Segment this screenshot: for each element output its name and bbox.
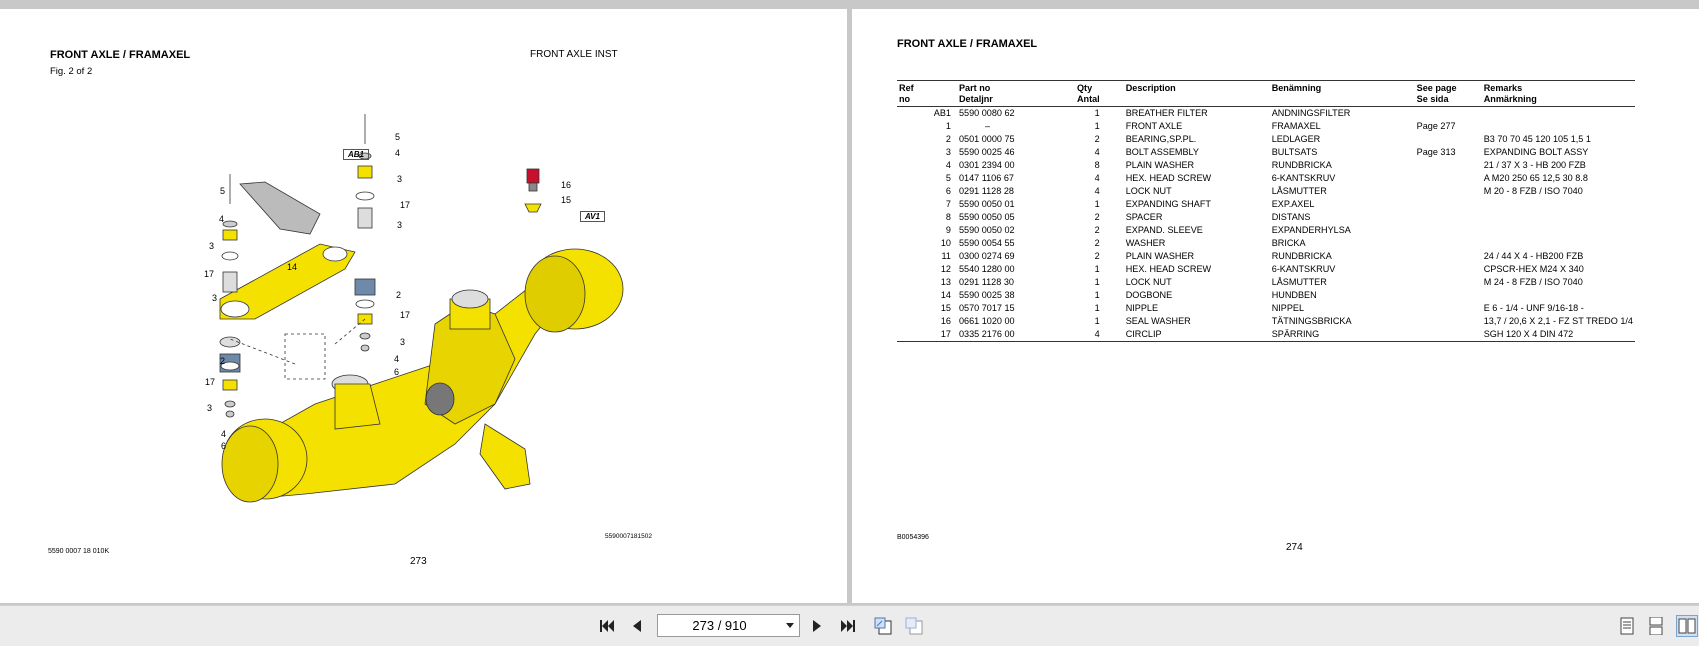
cell-qty: 4 xyxy=(1094,186,1100,196)
callout-3: 3 xyxy=(397,220,403,230)
callout-5: 5 xyxy=(395,132,401,142)
cell-remarks xyxy=(1482,289,1635,302)
callout-av1: AV1 xyxy=(580,211,605,222)
callout-2: 2 xyxy=(220,356,226,366)
cell-ref: 3 xyxy=(945,147,951,157)
cell-see-page xyxy=(1415,107,1482,121)
cell-part-no: 0291 1128 30 xyxy=(958,277,1014,287)
cell-ref: AB1 xyxy=(933,108,951,118)
table-row xyxy=(897,237,1635,250)
callout-4: 4 xyxy=(394,354,400,364)
cell-ref: 1 xyxy=(945,121,951,131)
cell-see-page xyxy=(1415,237,1482,250)
cell-qty: 1 xyxy=(1094,277,1100,287)
header-qty: Qty Antal xyxy=(1076,83,1100,104)
cell-qty: 1 xyxy=(1094,199,1100,209)
cell-benamning: RUNDBRICKA xyxy=(1271,251,1332,261)
two-page-icon[interactable] xyxy=(1676,615,1698,637)
cell-part-no: 0291 1128 28 xyxy=(958,186,1014,196)
cell-qty: 4 xyxy=(1094,173,1100,183)
cell-remarks: 24 / 44 X 4 - HB200 FZB xyxy=(1483,251,1584,261)
cell-benamning: RUNDBRICKA xyxy=(1271,160,1332,170)
cell-see-page xyxy=(1415,263,1482,276)
cell-see-page xyxy=(1415,302,1482,315)
cell-remarks: M 24 - 8 FZB / ISO 7040 xyxy=(1483,277,1583,287)
header-remarks: Remarks Anmärkning xyxy=(1483,83,1537,104)
cell-remarks xyxy=(1482,107,1635,121)
cell-benamning: SPÄRRING xyxy=(1271,329,1320,339)
cell-ref: 10 xyxy=(940,238,951,248)
callout-3: 3 xyxy=(209,241,215,251)
cell-part-no: 5590 0050 05 xyxy=(958,212,1015,222)
cell-description: NIPPLE xyxy=(1125,303,1159,313)
table-row xyxy=(897,250,1635,263)
cell-qty: 1 xyxy=(1094,303,1100,313)
cell-description: BEARING,SP.PL. xyxy=(1125,134,1197,144)
callout-17: 17 xyxy=(204,269,215,279)
cell-benamning: 6-KANTSKRUV xyxy=(1271,264,1336,274)
callout-6: 6 xyxy=(394,367,400,377)
cell-see-page[interactable]: Page 277 xyxy=(1416,121,1456,131)
cell-part-no: 5590 0025 38 xyxy=(958,290,1015,300)
cell-description: PLAIN WASHER xyxy=(1125,160,1195,170)
header-part: Part no Detaljnr xyxy=(958,83,993,104)
cell-description: LOCK NUT xyxy=(1125,186,1172,196)
cell-description: EXPANDING SHAFT xyxy=(1125,199,1211,209)
cell-benamning: NIPPEL xyxy=(1271,303,1305,313)
cell-part-no: 0147 1106 67 xyxy=(958,173,1014,183)
cell-remarks: 21 / 37 X 3 - HB 200 FZB xyxy=(1483,160,1586,170)
chevron-down-icon[interactable] xyxy=(781,623,799,629)
cell-see-page xyxy=(1415,289,1482,302)
cell-description: BOLT ASSEMBLY xyxy=(1125,147,1199,157)
cell-ref: 9 xyxy=(945,225,951,235)
cell-part-no: 0501 0000 75 xyxy=(958,134,1015,144)
cell-see-page xyxy=(1415,250,1482,263)
cell-part-no: 5590 0050 02 xyxy=(958,225,1015,235)
cell-ref: 6 xyxy=(945,186,951,196)
fit-width-icon[interactable] xyxy=(903,615,925,637)
cell-benamning: DISTANS xyxy=(1271,212,1311,222)
callout-14: 14 xyxy=(287,262,298,272)
page-number-value[interactable]: 273 / 910 xyxy=(692,618,747,633)
cell-ref: 5 xyxy=(945,173,951,183)
cell-benamning: 6-KANTSKRUV xyxy=(1271,173,1336,183)
cell-see-page xyxy=(1415,224,1482,237)
prev-page-icon[interactable] xyxy=(626,615,648,637)
cell-part-no: 0301 2394 00 xyxy=(958,160,1015,170)
cell-description: FRONT AXLE xyxy=(1125,121,1183,131)
callout-3: 3 xyxy=(207,403,213,413)
callout-17: 17 xyxy=(400,200,411,210)
cell-see-page xyxy=(1415,211,1482,224)
cell-part-no: 5590 0050 01 xyxy=(958,199,1015,209)
header-description: Description xyxy=(1125,83,1176,93)
exploded-axle-drawing xyxy=(195,104,655,554)
table-row xyxy=(897,172,1635,185)
cell-ref: 17 xyxy=(940,329,951,339)
table-row xyxy=(897,315,1635,328)
page-title: FRONT AXLE / FRAMAXEL xyxy=(50,49,191,61)
cell-description: WASHER xyxy=(1125,238,1166,248)
table-row xyxy=(897,263,1635,276)
last-page-icon[interactable] xyxy=(837,615,859,637)
cell-part-no: 5540 1280 00 xyxy=(958,264,1015,274)
cell-benamning: FRAMAXEL xyxy=(1271,121,1321,131)
table-header-row xyxy=(897,81,1635,107)
cell-part-no: 0570 7017 15 xyxy=(958,303,1015,313)
cell-qty: 1 xyxy=(1094,290,1100,300)
cell-ref: 8 xyxy=(945,212,951,222)
right-page xyxy=(852,9,1699,603)
page-number: 274 xyxy=(1286,542,1303,553)
cell-benamning: BRICKA xyxy=(1271,238,1306,248)
cell-qty: 2 xyxy=(1094,238,1100,248)
cell-benamning: EXPANDERHYLSA xyxy=(1271,225,1351,235)
cell-qty: 2 xyxy=(1094,212,1100,222)
callout-ab1: AB1 xyxy=(343,149,369,160)
callout-17: 17 xyxy=(400,310,411,320)
table-row xyxy=(897,289,1635,302)
cell-see-page xyxy=(1415,276,1482,289)
table-row xyxy=(897,146,1635,159)
table-row xyxy=(897,302,1635,315)
page-number: 273 xyxy=(410,556,427,567)
cell-remarks: A M20 250 65 12,5 30 8.8 xyxy=(1483,173,1588,183)
cell-ref: 13 xyxy=(940,277,951,287)
cell-part-no: 5590 0025 46 xyxy=(958,147,1015,157)
next-page-icon[interactable] xyxy=(806,615,828,637)
cell-part-no: 0661 1020 00 xyxy=(958,316,1015,326)
cell-remarks: 13,7 / 20,6 X 2,1 - FZ ST TREDO 1/4 xyxy=(1483,316,1633,326)
cell-part-no: 0300 0274 69 xyxy=(958,251,1015,261)
cell-qty: 2 xyxy=(1094,134,1100,144)
callout-2: 2 xyxy=(396,290,402,300)
cell-description: LOCK NUT xyxy=(1125,277,1172,287)
cell-see-page xyxy=(1415,198,1482,211)
cell-ref: 7 xyxy=(945,199,951,209)
cell-qty: 1 xyxy=(1094,316,1100,326)
cell-benamning: EXP.AXEL xyxy=(1271,199,1315,209)
table-row xyxy=(897,328,1635,342)
cell-ref: 15 xyxy=(940,303,951,313)
cell-remarks: CPSCR-HEX M24 X 340 xyxy=(1483,264,1584,274)
cell-ref: 12 xyxy=(940,264,951,274)
continuous-icon[interactable] xyxy=(1645,615,1667,637)
table-row xyxy=(897,159,1635,172)
cell-see-page xyxy=(1415,133,1482,146)
table-row xyxy=(897,276,1635,289)
cell-remarks xyxy=(1482,224,1635,237)
cell-remarks xyxy=(1482,120,1635,133)
cell-remarks xyxy=(1482,211,1635,224)
cell-description: HEX. HEAD SCREW xyxy=(1125,264,1212,274)
callout-6: 6 xyxy=(221,441,227,451)
cell-ref: 2 xyxy=(945,134,951,144)
cell-see-page xyxy=(1415,315,1482,328)
left-page xyxy=(0,9,847,603)
cell-part-no: 0335 2176 00 xyxy=(958,329,1015,339)
cell-description: HEX. HEAD SCREW xyxy=(1125,173,1212,183)
callout-3: 3 xyxy=(212,293,218,303)
table-row xyxy=(897,185,1635,198)
cell-ref: 4 xyxy=(945,160,951,170)
first-page-icon[interactable] xyxy=(596,615,618,637)
cell-ref: 14 xyxy=(940,290,951,300)
cell-qty: 1 xyxy=(1094,121,1100,131)
callout-4: 4 xyxy=(219,214,225,224)
cell-part-no: 5590 0054 55 xyxy=(958,238,1015,248)
header-ref: Ref no xyxy=(899,83,914,104)
cell-remarks: E 6 - 1/4 - UNF 9/16-18 - xyxy=(1483,303,1584,313)
drawing-code: 5590 0007 18 010K xyxy=(48,548,110,555)
cell-part-no: – xyxy=(984,121,991,131)
cell-qty: 4 xyxy=(1094,147,1100,157)
cell-benamning: LÅSMUTTER xyxy=(1271,186,1327,196)
cell-qty: 1 xyxy=(1094,108,1100,118)
cell-benamning: BULTSATS xyxy=(1271,147,1318,157)
cell-see-page xyxy=(1415,185,1482,198)
figure-label: Fig. 2 of 2 xyxy=(50,66,93,77)
cell-see-page xyxy=(1415,328,1482,342)
table-row xyxy=(897,120,1635,133)
cell-remarks xyxy=(1482,237,1635,250)
cell-ref: 11 xyxy=(941,251,951,261)
cell-description: EXPAND. SLEEVE xyxy=(1125,225,1203,235)
cell-description: SEAL WASHER xyxy=(1125,316,1191,326)
cell-see-page[interactable]: Page 313 xyxy=(1416,147,1456,157)
table-row xyxy=(897,107,1635,121)
callout-3: 3 xyxy=(397,174,403,184)
page-number-field[interactable] xyxy=(657,614,800,637)
cell-see-page xyxy=(1415,159,1482,172)
cell-benamning: HUNDBEN xyxy=(1271,290,1317,300)
cell-description: BREATHER FILTER xyxy=(1125,108,1208,118)
cell-qty: 8 xyxy=(1094,160,1100,170)
callout-4: 4 xyxy=(221,429,227,439)
parts-table xyxy=(897,80,1635,342)
cell-benamning: LEDLAGER xyxy=(1271,134,1321,144)
cell-benamning: ANDNINGSFILTER xyxy=(1271,108,1351,118)
callout-3: 3 xyxy=(400,337,406,347)
table-row xyxy=(897,224,1635,237)
cell-qty: 4 xyxy=(1094,329,1100,339)
header-see-page: See page Se sida xyxy=(1416,83,1457,104)
callout-5: 5 xyxy=(220,186,226,196)
fit-page-icon[interactable] xyxy=(872,615,894,637)
cell-description: SPACER xyxy=(1125,212,1163,222)
cell-remarks xyxy=(1482,198,1635,211)
table-row xyxy=(897,133,1635,146)
cell-remarks: EXPANDING BOLT ASSY xyxy=(1483,147,1589,157)
cell-ref: 16 xyxy=(940,316,951,326)
single-page-icon[interactable] xyxy=(1616,615,1638,637)
image-code: 5590007181502 xyxy=(605,533,652,540)
cell-remarks: SGH 120 X 4 DIN 472 xyxy=(1483,329,1574,339)
callout-15: 15 xyxy=(561,195,572,205)
cell-remarks: B3 70 70 45 120 105 1,5 1 xyxy=(1483,134,1591,144)
viewer-toolbar xyxy=(0,605,1699,646)
doc-code: B0054396 xyxy=(897,534,929,541)
cell-see-page xyxy=(1415,172,1482,185)
section-label: FRONT AXLE INST xyxy=(530,49,618,60)
cell-part-no: 5590 0080 62 xyxy=(958,108,1015,118)
header-benamning: Benämning xyxy=(1271,83,1322,93)
table-row xyxy=(897,198,1635,211)
cell-remarks: M 20 - 8 FZB / ISO 7040 xyxy=(1483,186,1583,196)
cell-description: PLAIN WASHER xyxy=(1125,251,1195,261)
callout-16: 16 xyxy=(561,180,572,190)
cell-description: DOGBONE xyxy=(1125,290,1173,300)
callout-17: 17 xyxy=(205,377,216,387)
cell-qty: 1 xyxy=(1094,264,1100,274)
callout-4: 4 xyxy=(395,148,401,158)
page-title: FRONT AXLE / FRAMAXEL xyxy=(897,38,1038,50)
cell-description: CIRCLIP xyxy=(1125,329,1162,339)
cell-benamning: TÄTNINGSBRICKA xyxy=(1271,316,1352,326)
cell-qty: 2 xyxy=(1094,225,1100,235)
cell-qty: 2 xyxy=(1094,251,1100,261)
cell-benamning: LÅSMUTTER xyxy=(1271,277,1327,287)
table-row xyxy=(897,211,1635,224)
